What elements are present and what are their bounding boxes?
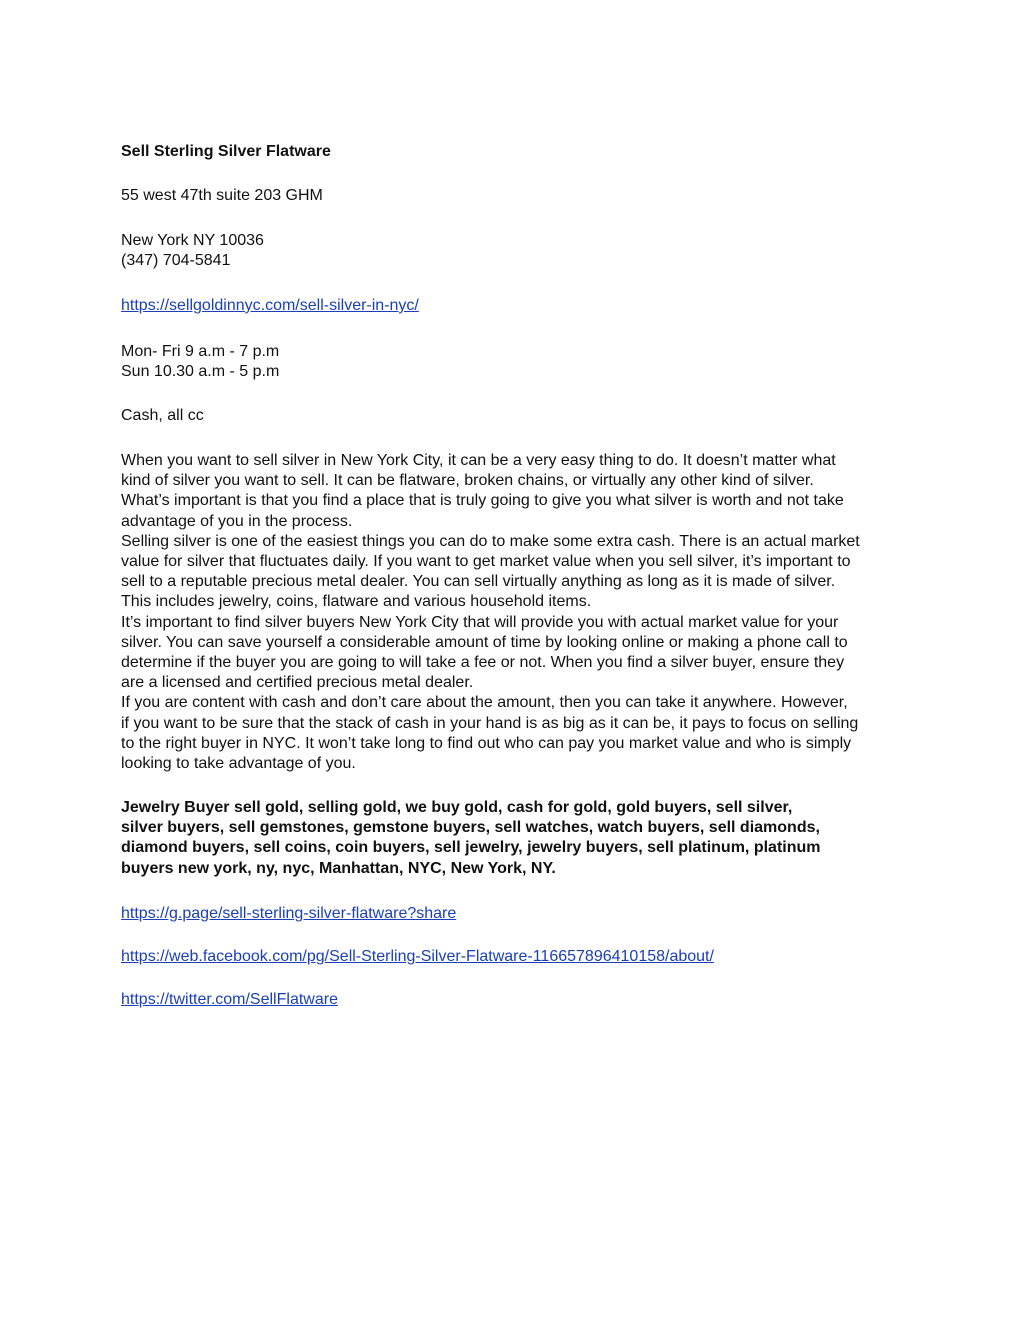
body-line: It’s important to find silver buyers New York City that will provide you with actual market value for your [121, 613, 839, 631]
body-line: value for silver that fluctuates daily. If you want to get market value when you sell silver, it’s important to [121, 553, 851, 571]
body-line: sell to a reputable precious metal dealer. You can sell virtually anything as long as it is made of silver. [121, 573, 836, 591]
document-title: Sell Sterling Silver Flatware [121, 143, 331, 160]
google-page-link[interactable]: https://g.page/sell-sterling-silver-flatware?share [121, 905, 457, 922]
body-line: What’s important is that you find a place that is truly going to give you what silver is worth and not take [121, 492, 844, 510]
keyword-line: buyers new york, ny, nyc, Manhattan, NYC, New York, NY. [121, 859, 556, 877]
keyword-line: silver buyers, sell gemstones, gemstone buyers, sell watches, watch buyers, sell diamonds, [121, 819, 820, 837]
hours-weekday: Mon- Fri 9 a.m - 7 p.m [121, 343, 280, 360]
keyword-line: Jewelry Buyer sell gold, selling gold, we buy gold, cash for gold, gold buyers, sell silver, [121, 799, 793, 816]
hours-sunday: Sun 10.30 a.m - 5 p.m [121, 363, 280, 380]
body-line: are a licensed and certified precious metal dealer. [121, 674, 474, 692]
keywords-paragraph [121, 798, 921, 879]
body-line: If you are content with cash and don’t care about the amount, then you can take it anywhere. However, [121, 694, 848, 712]
payment-methods: Cash, all cc [121, 407, 204, 424]
address-line-2: New York NY 10036 [121, 232, 264, 249]
body-line: kind of silver you want to sell. It can be flatware, broken chains, or virtually any other kind of silver. [121, 472, 814, 490]
keyword-line: diamond buyers, sell coins, coin buyers, sell jewelry, jewelry buyers, sell platinum, platinum [121, 839, 821, 857]
facebook-page-link[interactable]: https://web.facebook.com/pg/Sell-Sterling-Silver-Flatware-116657896410158/about/ [121, 948, 714, 965]
body-line: to the right buyer in NYC. It won’t take long to find out who can pay you market value and who is simply [121, 734, 852, 752]
twitter-page-link[interactable]: https://twitter.com/SellFlatware [121, 991, 338, 1008]
website-link[interactable]: https://sellgoldinnyc.com/sell-silver-in-nyc/ [121, 297, 419, 314]
address-line-1: 55 west 47th suite 203 GHM [121, 187, 323, 204]
body-line: looking to take advantage of you. [121, 755, 356, 773]
body-line: When you want to sell silver in New York City, it can be a very easy thing to do. It doesn’t matter what [121, 452, 836, 469]
body-line: This includes jewelry, coins, flatware and various household items. [121, 593, 592, 611]
body-line: determine if the buyer you are going to will take a fee or not. When you find a silver buyer, ensure they [121, 654, 845, 672]
body-text [121, 451, 921, 774]
body-line: Selling silver is one of the easiest things you can do to make some extra cash. There is an actual market [121, 532, 860, 550]
body-line: if you want to be sure that the stack of cash in your hand is as big as it can be, it pays to focus on selling [121, 714, 859, 732]
body-line: silver. You can save yourself a considerable amount of time by looking online or making a phone call to [121, 633, 848, 651]
body-line: advantage of you in the process. [121, 512, 353, 530]
phone-number: (347) 704-5841 [121, 252, 231, 269]
